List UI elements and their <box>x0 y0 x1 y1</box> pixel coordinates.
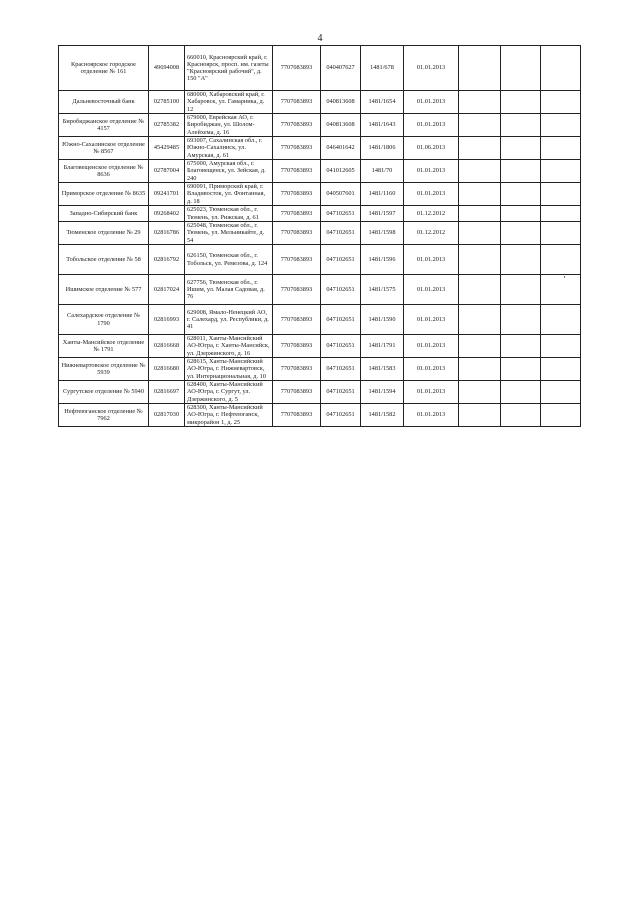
date-cell: 01.01.2013 <box>404 46 459 91</box>
empty-cell <box>459 275 501 305</box>
inn-cell: 7707083893 <box>273 245 321 275</box>
registration-number-cell: 1481/1791 <box>361 335 404 358</box>
branch-name-cell: Западно-Сибирский банк <box>59 206 149 222</box>
empty-cell <box>459 305 501 335</box>
registration-number-cell: 1481/1654 <box>361 91 404 114</box>
empty-cell <box>541 222 581 245</box>
empty-cell <box>541 305 581 335</box>
date-cell: 01.06.2013 <box>404 137 459 160</box>
address-cell: 625023, Тюменская обл., г. Тюмень, ул. Рижская, д. 61 <box>185 206 273 222</box>
address-cell: 626150, Тюменская обл., г. Тобольск, ул. Ремезова, д. 124 <box>185 245 273 275</box>
table-row <box>59 275 581 305</box>
registration-number-cell: 1481/1575 <box>361 275 404 305</box>
inn-cell: 7707083893 <box>273 46 321 91</box>
branch-name-cell: Красноярское городское отделение № 161 <box>59 46 149 91</box>
bik-cell: 040813608 <box>321 114 361 137</box>
empty-cell <box>501 335 541 358</box>
date-cell: 01.01.2013 <box>404 245 459 275</box>
okpo-code-cell: 45429485 <box>149 137 185 160</box>
okpo-code-cell: 02785382 <box>149 114 185 137</box>
date-cell: 01.12.2012 <box>404 206 459 222</box>
table-row <box>59 222 581 245</box>
empty-cell <box>459 91 501 114</box>
registration-number-cell: 1481/1598 <box>361 222 404 245</box>
empty-cell <box>459 335 501 358</box>
empty-cell <box>459 183 501 206</box>
registration-number-cell: 1481/1583 <box>361 358 404 381</box>
empty-cell <box>501 160 541 183</box>
branch-name-cell: Сургутское отделение № 5940 <box>59 381 149 404</box>
okpo-code-cell: 02816668 <box>149 335 185 358</box>
table-row <box>59 114 581 137</box>
okpo-code-cell: 02817030 <box>149 404 185 427</box>
registration-number-cell: 1481/1590 <box>361 305 404 335</box>
okpo-code-cell: 02816697 <box>149 381 185 404</box>
empty-cell <box>501 222 541 245</box>
table-row <box>59 305 581 335</box>
empty-cell <box>459 222 501 245</box>
table-row <box>59 404 581 427</box>
empty-cell <box>501 275 541 305</box>
inn-cell: 7707083893 <box>273 222 321 245</box>
empty-cell <box>459 137 501 160</box>
empty-cell <box>541 46 581 91</box>
registration-number-cell: 1481/1594 <box>361 381 404 404</box>
table-row <box>59 381 581 404</box>
empty-cell <box>501 183 541 206</box>
inn-cell: 7707083893 <box>273 91 321 114</box>
empty-cell <box>541 137 581 160</box>
inn-cell: 7707083893 <box>273 114 321 137</box>
address-cell: 628400, Ханты-Мансийский АО-Югра, г. Сургут, ул. Дзержинского, д. 5 <box>185 381 273 404</box>
empty-cell <box>459 245 501 275</box>
empty-cell <box>541 206 581 222</box>
registration-number-cell: 1481/1160 <box>361 183 404 206</box>
bik-cell: 047102651 <box>321 381 361 404</box>
table-row <box>59 358 581 381</box>
date-cell: 01.01.2013 <box>404 275 459 305</box>
inn-cell: 7707083893 <box>273 137 321 160</box>
date-cell: 01.01.2013 <box>404 305 459 335</box>
address-cell: 629008, Ямало-Ненецкий АО, г. Салехард, ул. Республики, д. 41 <box>185 305 273 335</box>
bik-cell: 041012605 <box>321 160 361 183</box>
okpo-code-cell: 02785100 <box>149 91 185 114</box>
branch-name-cell: Нижневартовское отделение № 5939 <box>59 358 149 381</box>
empty-cell <box>501 305 541 335</box>
inn-cell: 7707083893 <box>273 305 321 335</box>
empty-cell <box>501 137 541 160</box>
address-cell: 628615, Ханты-Мансийский АО-Югра, г. Нижневартовск, ул. Интернациональная, д. 10 <box>185 358 273 381</box>
okpo-code-cell: 09268402 <box>149 206 185 222</box>
empty-cell <box>541 160 581 183</box>
registration-number-cell: 1481/1597 <box>361 206 404 222</box>
bik-cell: 046401642 <box>321 137 361 160</box>
empty-cell <box>459 358 501 381</box>
okpo-code-cell: 02787004 <box>149 160 185 183</box>
address-cell: 628300, Ханты-Мансийский АО-Югра, г. Нефтеюганск, микрорайон 1, д. 25 <box>185 404 273 427</box>
branch-name-cell: Южно-Сахалинское отделение № 8567 <box>59 137 149 160</box>
branch-registry-table <box>58 45 581 427</box>
inn-cell: 7707083893 <box>273 404 321 427</box>
empty-cell <box>541 183 581 206</box>
empty-cell <box>459 381 501 404</box>
date-cell: 01.01.2013 <box>404 358 459 381</box>
empty-cell <box>501 404 541 427</box>
bik-cell: 047102651 <box>321 305 361 335</box>
okpo-code-cell: 02816792 <box>149 245 185 275</box>
date-cell: 01.01.2013 <box>404 183 459 206</box>
empty-cell <box>459 160 501 183</box>
empty-cell <box>541 404 581 427</box>
bik-cell: 047102651 <box>321 206 361 222</box>
inn-cell: 7707083893 <box>273 206 321 222</box>
branch-name-cell: Дальневосточный банк <box>59 91 149 114</box>
okpo-code-cell: 02816993 <box>149 305 185 335</box>
empty-cell <box>541 335 581 358</box>
address-cell: 680000, Хабаровский край, г. Хабаровск, ул. Гамарника, д. 12 <box>185 91 273 114</box>
address-cell: 679000, Еврейская АО, г. Биробиджан, ул. Шолом-Алейхема, д. 16 <box>185 114 273 137</box>
empty-cell <box>501 114 541 137</box>
table-row <box>59 91 581 114</box>
empty-cell <box>459 206 501 222</box>
address-cell: 693007, Сахалинская обл., г. Южно-Сахалинск, ул. Амурская, д. 61 <box>185 137 273 160</box>
address-cell: 625048, Тюменская обл., г. Тюмень, ул. Мельникайте, д. 54 <box>185 222 273 245</box>
branch-name-cell: Тюменское отделение № 29 <box>59 222 149 245</box>
inn-cell: 7707083893 <box>273 358 321 381</box>
okpo-code-cell: 02817024 <box>149 275 185 305</box>
registration-number-cell: 1481/1582 <box>361 404 404 427</box>
branch-name-cell: Ишимское отделение № 577 <box>59 275 149 305</box>
okpo-code-cell: 09241701 <box>149 183 185 206</box>
okpo-code-cell: 49694008 <box>149 46 185 91</box>
table-row <box>59 335 581 358</box>
bik-cell: 040507601 <box>321 183 361 206</box>
okpo-code-cell: 02816680 <box>149 358 185 381</box>
address-cell: 627756, Тюменская обл., г. Ишим, ул. Малая Садовая, д. 76 <box>185 275 273 305</box>
bik-cell: 040407627 <box>321 46 361 91</box>
empty-cell <box>541 381 581 404</box>
date-cell: 01.01.2013 <box>404 381 459 404</box>
empty-cell <box>501 91 541 114</box>
empty-cell <box>501 245 541 275</box>
date-cell: 01.01.2013 <box>404 404 459 427</box>
date-cell: 01.01.2013 <box>404 160 459 183</box>
inn-cell: 7707083893 <box>273 160 321 183</box>
branch-name-cell: Салехардское отделение № 1790 <box>59 305 149 335</box>
empty-cell <box>541 114 581 137</box>
inn-cell: 7707083893 <box>273 275 321 305</box>
empty-cell <box>541 245 581 275</box>
registration-number-cell: 1481/1596 <box>361 245 404 275</box>
okpo-code-cell: 02816786 <box>149 222 185 245</box>
date-cell: 01.01.2013 <box>404 114 459 137</box>
address-cell: 660010, Красноярский край, г. Красноярск, просп. им. газеты "Красноярский рабочий", д. 150 "А" <box>185 46 273 91</box>
branch-name-cell: Ханты-Мансийское отделение № 1791 <box>59 335 149 358</box>
bik-cell: 047102651 <box>321 222 361 245</box>
branch-name-cell: Биробиджанское отделение № 4157 <box>59 114 149 137</box>
address-cell: 675000, Амурская обл., г. Благовещенск, ул. Зейская, д. 240 <box>185 160 273 183</box>
date-cell: 01.01.2013 <box>404 335 459 358</box>
table-body <box>59 46 581 427</box>
scan-artifact <box>564 276 565 278</box>
inn-cell: 7707083893 <box>273 381 321 404</box>
registration-number-cell: 1481/70 <box>361 160 404 183</box>
address-cell: 628011, Ханты-Мансийский АО-Югра, г. Ханты-Мансийск, ул. Дзержинского, д. 16 <box>185 335 273 358</box>
bik-cell: 047102651 <box>321 245 361 275</box>
empty-cell <box>459 114 501 137</box>
bik-cell: 047102651 <box>321 335 361 358</box>
branch-name-cell: Благовещенское отделение № 8636 <box>59 160 149 183</box>
branch-name-cell: Тобольское отделение № 58 <box>59 245 149 275</box>
branch-name-cell: Нефтеюганское отделение № 7962 <box>59 404 149 427</box>
registration-number-cell: 1481/678 <box>361 46 404 91</box>
date-cell: 01.01.2013 <box>404 91 459 114</box>
empty-cell <box>459 404 501 427</box>
empty-cell <box>541 275 581 305</box>
table-row <box>59 206 581 222</box>
empty-cell <box>501 381 541 404</box>
empty-cell <box>459 46 501 91</box>
table-row <box>59 245 581 275</box>
empty-cell <box>541 91 581 114</box>
bik-cell: 040813608 <box>321 91 361 114</box>
bik-cell: 047102651 <box>321 358 361 381</box>
inn-cell: 7707083893 <box>273 335 321 358</box>
table-row <box>59 160 581 183</box>
inn-cell: 7707083893 <box>273 183 321 206</box>
table-row <box>59 46 581 91</box>
date-cell: 01.12.2012 <box>404 222 459 245</box>
page-number: 4 <box>317 33 323 44</box>
branch-name-cell: Приморское отделение № 8635 <box>59 183 149 206</box>
empty-cell <box>501 46 541 91</box>
bik-cell: 047102651 <box>321 404 361 427</box>
empty-cell <box>501 206 541 222</box>
address-cell: 690091, Приморский край, г. Владивосток, ул. Фонтанная, д. 18 <box>185 183 273 206</box>
bik-cell: 047102651 <box>321 275 361 305</box>
empty-cell <box>501 358 541 381</box>
empty-cell <box>541 358 581 381</box>
table-row <box>59 183 581 206</box>
registration-number-cell: 1481/1806 <box>361 137 404 160</box>
registration-number-cell: 1481/1643 <box>361 114 404 137</box>
table-row <box>59 137 581 160</box>
